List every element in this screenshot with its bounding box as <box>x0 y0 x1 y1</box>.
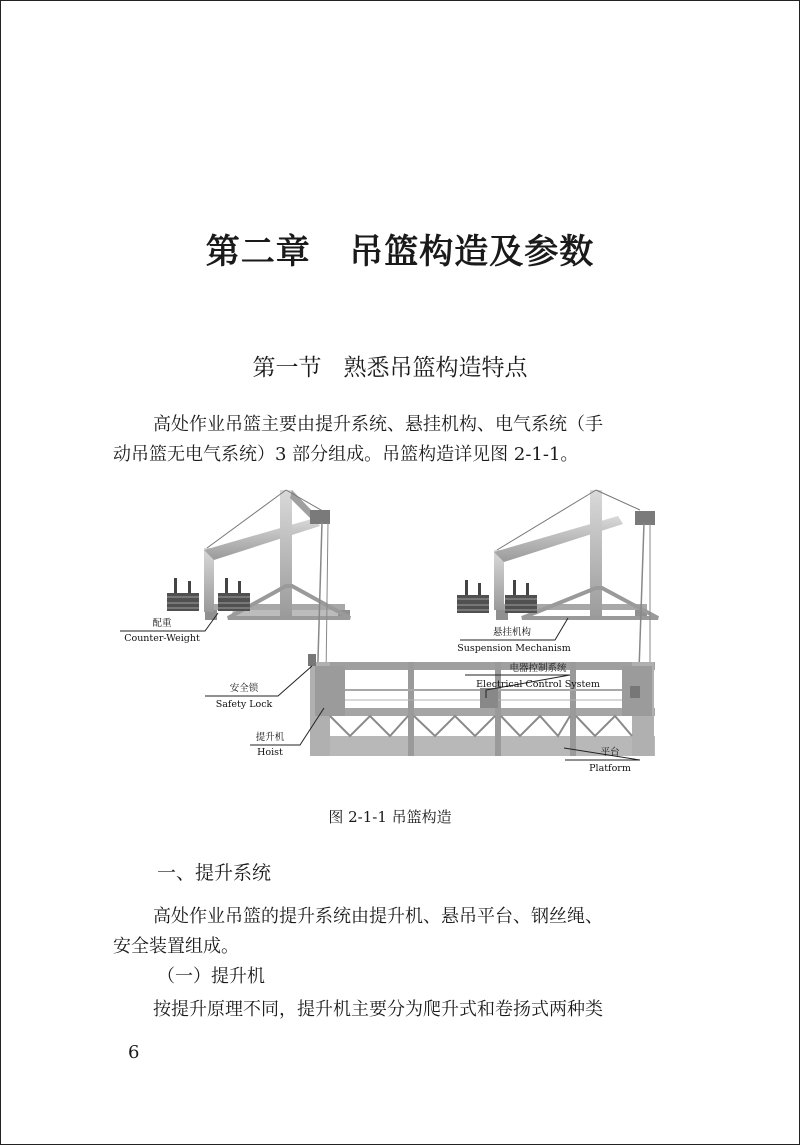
subsub-title: （一）提升机 <box>157 966 265 987</box>
subsection-title: 一、提升系统 <box>157 862 272 884</box>
safety-lock-label-cn: 安全锁 <box>229 683 259 694</box>
chapter-title: 第二章 吊篮构造及参数 <box>205 232 595 272</box>
intro-line-1: 高处作业吊篮主要由提升系统、悬挂机构、电气系统（手 <box>153 414 603 435</box>
para3-line-1: 按提升原理不同，提升机主要分为爬升式和卷扬式两种类 <box>153 999 603 1020</box>
counterweight-label-cn: 配重 <box>152 618 172 629</box>
platform-label-en: Platform <box>589 763 631 774</box>
hoist-label-cn: 提升机 <box>255 732 285 743</box>
safety-lock-label-en: Safety Lock <box>215 699 273 710</box>
section-title: 第一节 熟悉吊篮构造特点 <box>252 355 528 381</box>
intro-line-2: 动吊篮无电气系统）3 部分组成。吊篮构造详见图 2-1-1。 <box>113 444 579 465</box>
hoist-label-en: Hoist <box>257 747 283 758</box>
suspension-label-cn: 悬挂机构 <box>492 627 532 638</box>
page-number: 6 <box>128 1042 140 1063</box>
counterweight-label-en: Counter-Weight <box>124 633 200 644</box>
figure-caption: 图 2-1-1 吊篮构造 <box>328 808 452 826</box>
platform-body <box>308 654 655 756</box>
hoist-type-paragraph <box>113 995 673 1025</box>
para2-line-1: 高处作业吊篮的提升系统由提升机、悬吊平台、钢丝绳、 <box>153 906 603 927</box>
electrical-label-en: Electrical Control System <box>476 679 600 690</box>
intro-paragraph <box>113 410 673 470</box>
hoist-system-paragraph <box>113 902 673 962</box>
platform-label-cn: 平台 <box>600 747 620 758</box>
suspension-label-en: Suspension Mechanism <box>457 643 571 654</box>
para2-line-2: 安全装置组成。 <box>113 936 239 957</box>
electrical-label-cn: 电器控制系统 <box>509 663 567 674</box>
gondola-illustration <box>110 478 670 808</box>
gondola-figure <box>110 478 670 808</box>
